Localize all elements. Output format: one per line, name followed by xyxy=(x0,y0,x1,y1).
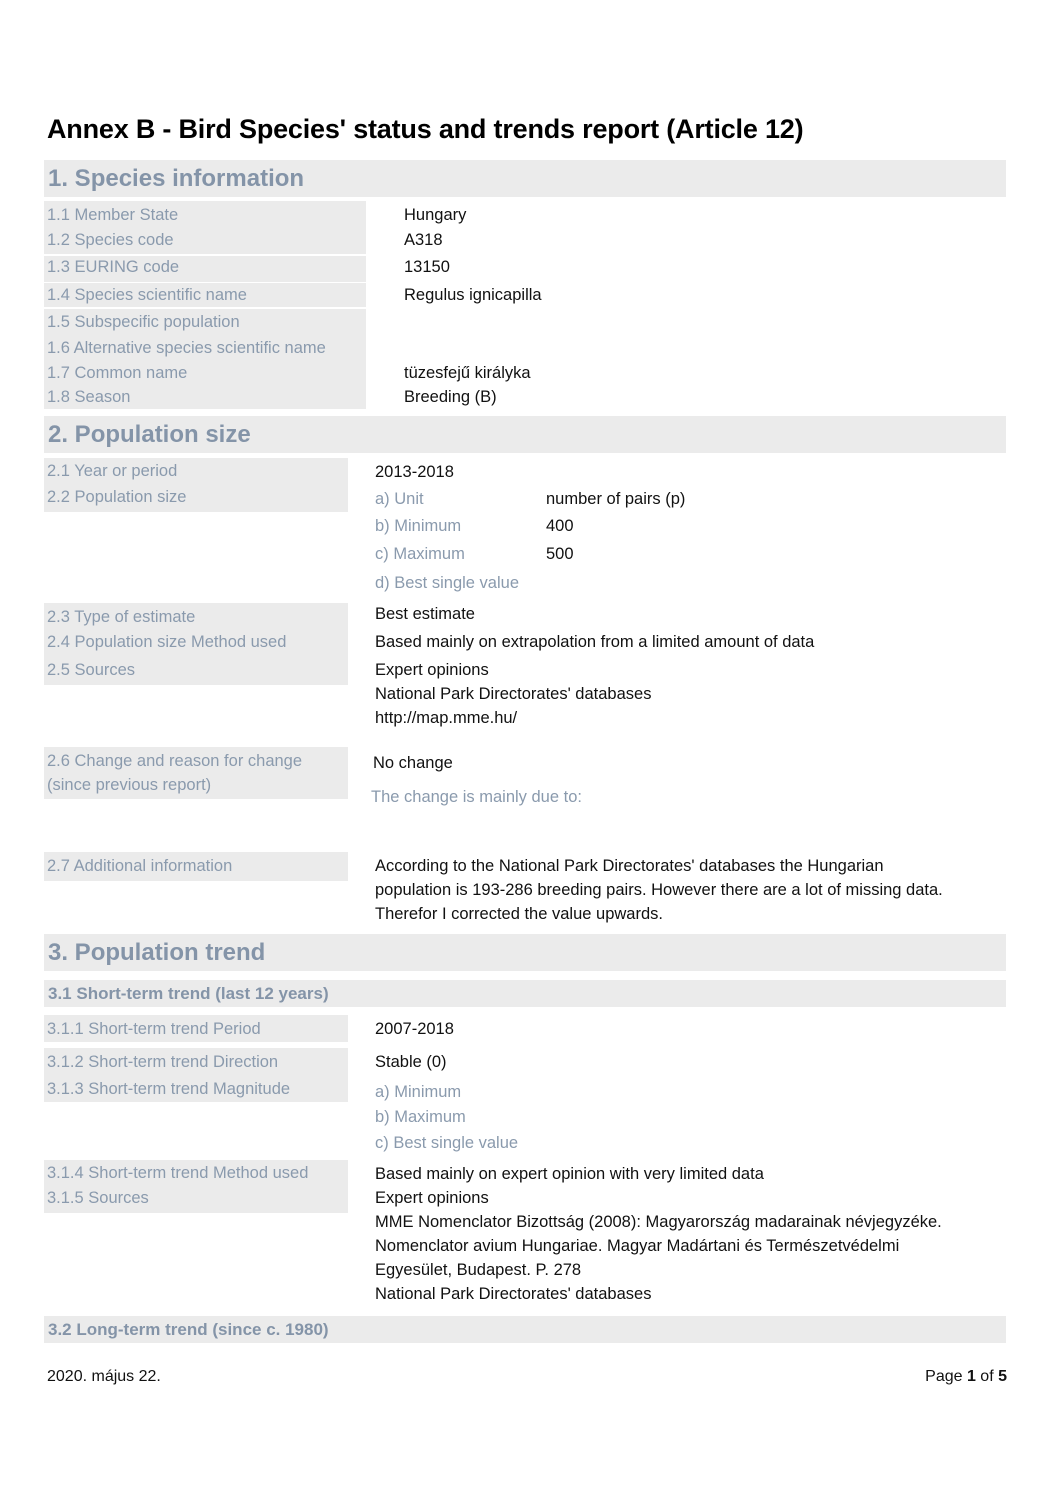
label-type-of-estimate: 2.3 Type of estimate xyxy=(47,608,196,626)
label-short-term-direction: 3.1.2 Short-term trend Direction xyxy=(47,1053,279,1071)
section-header-species-information xyxy=(44,160,1006,197)
subsection-header-long-term xyxy=(44,1316,1006,1343)
subsection-header-short-term xyxy=(44,980,1006,1007)
value-source: http://map.mme.hu/ xyxy=(375,709,518,727)
label-change-due-to: The change is mainly due to: xyxy=(371,788,582,806)
section-header-population-size xyxy=(44,416,1006,453)
label-unit: a) Unit xyxy=(375,490,424,508)
subsection-title: 3.1 Short-term trend (last 12 years) xyxy=(48,984,329,1003)
label-additional-information: 2.7 Additional information xyxy=(47,857,233,875)
value-method-used: Based mainly on extrapolation from a limited amount of data xyxy=(375,633,815,651)
label-short-term-period: 3.1.1 Short-term trend Period xyxy=(47,1020,261,1038)
label-alternative-name: 1.6 Alternative species scientific name xyxy=(47,339,326,357)
value-common-name: tüzesfejű királyka xyxy=(404,364,531,382)
label-subspecific-population: 1.5 Subspecific population xyxy=(47,313,240,331)
label-population-size: 2.2 Population size xyxy=(47,488,187,506)
value-unit: number of pairs (p) xyxy=(546,490,686,508)
label-common-name: 1.7 Common name xyxy=(47,364,188,382)
label-season: 1.8 Season xyxy=(47,388,131,406)
label-minimum: b) Minimum xyxy=(375,517,462,535)
value-maximum: 500 xyxy=(546,545,574,563)
value-source: National Park Directorates' databases xyxy=(375,685,652,703)
value-minimum: 400 xyxy=(546,517,574,535)
value-short-term-source: Expert opinions xyxy=(375,1189,489,1207)
label-year-or-period: 2.1 Year or period xyxy=(47,462,178,480)
value-euring-code: 13150 xyxy=(404,258,450,276)
section-header-population-trend xyxy=(44,934,1006,971)
value-species-code: A318 xyxy=(404,231,443,249)
label-maximum: c) Maximum xyxy=(375,545,465,563)
value-change: No change xyxy=(373,754,453,772)
section-title: 3. Population trend xyxy=(48,939,266,966)
label-change-reason-sub: (since previous report) xyxy=(47,776,212,794)
page-mid: of xyxy=(975,1368,999,1385)
value-year-or-period: 2013-2018 xyxy=(375,463,454,481)
section-title: 1. Species information xyxy=(48,165,305,192)
value-short-term-direction: Stable (0) xyxy=(375,1053,447,1071)
label-best-single-value: d) Best single value xyxy=(375,574,519,592)
label-trend-best-value: c) Best single value xyxy=(375,1134,519,1152)
value-season: Breeding (B) xyxy=(404,388,497,406)
value-type-of-estimate: Best estimate xyxy=(375,605,475,623)
value-short-term-method: Based mainly on expert opinion with very limited data xyxy=(375,1165,764,1183)
label-short-term-method: 3.1.4 Short-term trend Method used xyxy=(47,1164,309,1182)
page-number xyxy=(925,1368,1007,1386)
section-title: 2. Population size xyxy=(48,421,251,448)
value-short-term-source: National Park Directorates' databases xyxy=(375,1285,652,1303)
footer-date: 2020. május 22. xyxy=(47,1368,161,1385)
label-trend-minimum: a) Minimum xyxy=(375,1083,462,1101)
page-current: 1 xyxy=(966,1368,976,1385)
page-prefix: Page xyxy=(925,1368,967,1385)
label-euring-code: 1.3 EURING code xyxy=(47,258,180,276)
subsection-title: 3.2 Long-term trend (since c. 1980) xyxy=(48,1320,329,1339)
value-short-term-period: 2007-2018 xyxy=(375,1020,454,1038)
value-short-term-source: MME Nomenclator Bizottság (2008): Magyarország madarainak névjegyzéke. xyxy=(375,1213,942,1231)
label-member-state: 1.1 Member State xyxy=(47,206,179,224)
value-additional-information: According to the National Park Directorates' databases the Hungarian xyxy=(375,857,884,875)
value-source: Expert opinions xyxy=(375,661,489,679)
value-additional-information: Therefor I corrected the value upwards. xyxy=(375,905,663,923)
label-method-used: 2.4 Population size Method used xyxy=(47,633,287,651)
value-member-state: Hungary xyxy=(404,206,467,224)
label-scientific-name: 1.4 Species scientific name xyxy=(47,286,247,304)
value-scientific-name: Regulus ignicapilla xyxy=(404,286,542,304)
value-additional-information: population is 193-286 breeding pairs. However there are a lot of missing data. xyxy=(375,881,943,899)
value-short-term-source: Nomenclator avium Hungariae. Magyar Madártani és Természetvédelmi xyxy=(375,1237,900,1255)
label-short-term-sources: 3.1.5 Sources xyxy=(47,1189,149,1207)
label-sources: 2.5 Sources xyxy=(47,661,136,679)
label-species-code: 1.2 Species code xyxy=(47,231,174,249)
page-total: 5 xyxy=(998,1368,1007,1385)
page-title: Annex B - Bird Species' status and trends report (Article 12) xyxy=(47,114,804,144)
value-short-term-source: Egyesület, Budapest. P. 278 xyxy=(375,1261,582,1279)
label-short-term-magnitude: 3.1.3 Short-term trend Magnitude xyxy=(47,1080,291,1098)
label-trend-maximum: b) Maximum xyxy=(375,1108,466,1126)
label-change-reason: 2.6 Change and reason for change xyxy=(47,752,303,770)
